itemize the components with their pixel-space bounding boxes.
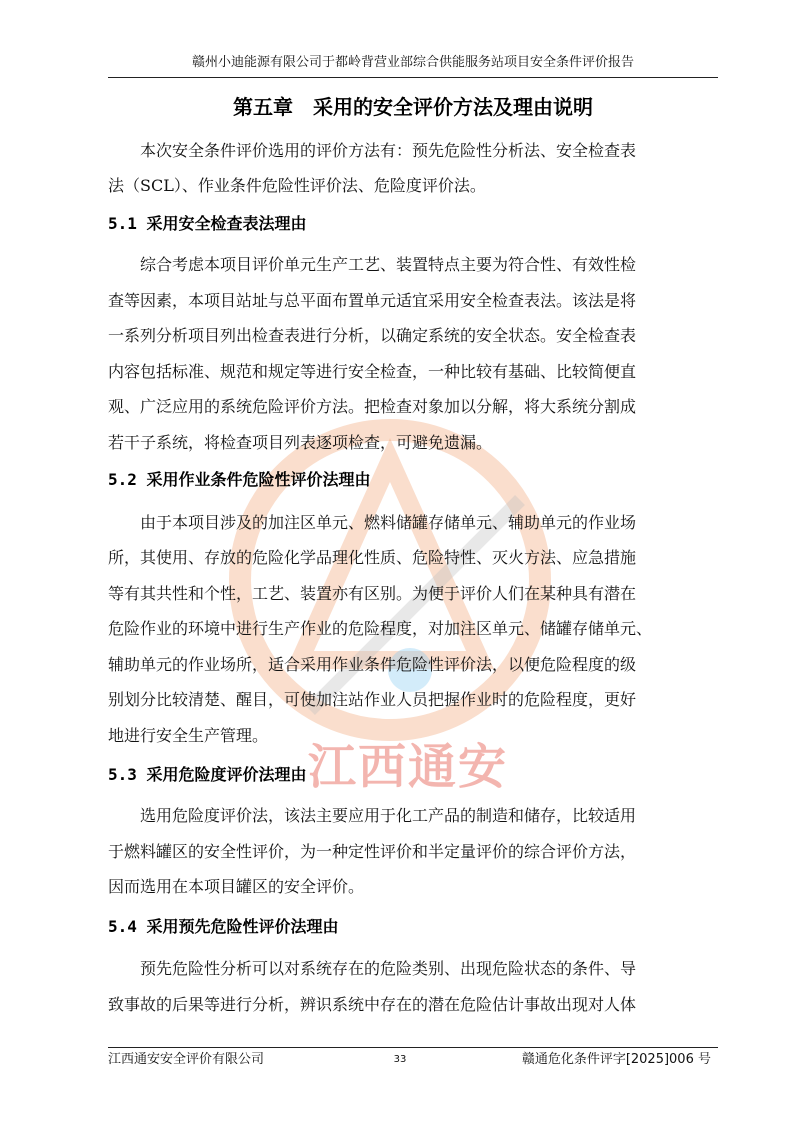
section-5-1-line: 观、广泛应用的系统危险评价方法。把检查对象加以分解，将大系统分割成 — [108, 397, 637, 416]
intro-line-1: 本次安全条件评价选用的评价方法有：预先危险性分析法、安全检查表 — [108, 141, 637, 160]
footer-company: 江西通安安全评价有限公司 — [108, 1052, 265, 1067]
footer-doc-number: 赣通危化条件评字[2025]006 号 — [521, 1052, 711, 1067]
section-5-3-line: 因而选用在本项目罐区的安全评价。 — [108, 877, 365, 896]
section-5-2-line: 所，其使用、存放的危险化学品理化性质、危险特性、灭火方法、应急措施 — [108, 548, 637, 567]
section-5-4-line: 致事故的后果等进行分析，辨识系统中存在的潜在危险估计事故出现对人体 — [108, 995, 637, 1014]
section-5-1-line: 查等因素，本项目站址与总平面布置单元适宜采用安全检查表法。该法是将 — [108, 291, 637, 310]
section-5-1-line: 一系列分析项目列出检查表进行分析，以确定系统的安全状态。安全检查表 — [108, 326, 637, 345]
section-5-2-line: 辅助单元的作业场所，适合采用作业条件危险性评价法，以便危险程度的级 — [108, 655, 637, 674]
section-heading-5-1: 5.1 采用安全检查表法理由 — [108, 214, 307, 233]
intro-line-2: 法（SCL）、作业条件危险性评价法、危险度评价法。 — [108, 176, 486, 195]
section-5-3-line: 选用危险度评价法，该法主要应用于化工产品的制造和储存，比较适用 — [108, 806, 637, 825]
section-heading-5-3: 5.3 采用危险度评价法理由 — [108, 765, 307, 784]
section-5-4-line: 预先危险性分析可以对系统存在的危险类别、出现危险状态的条件、导 — [108, 959, 637, 978]
section-5-1-line: 内容包括标准、规范和规定等进行安全检查，一种比较有基础、比较简便直 — [108, 362, 637, 381]
section-heading-5-4: 5.4 采用预先危险性评价法理由 — [108, 917, 339, 936]
footer-divider — [108, 1047, 718, 1048]
section-5-3-line: 于燃料罐区的安全性评价，为一种定性评价和半定量评价的综合评价方法， — [108, 842, 637, 861]
section-5-2-line: 由于本项目涉及的加注区单元、燃料储罐存储单元、辅助单元的作业场 — [108, 513, 637, 532]
section-5-2-line: 别划分比较清楚、醒目，可使加注站作业人员把握作业时的危险程度，更好 — [108, 690, 637, 709]
chapter-title: 第五章 采用的安全评价方法及理由说明 — [233, 95, 593, 119]
page-header: 赣州小迪能源有限公司于都岭背营业部综合供能服务站项目安全条件评价报告 — [191, 55, 634, 70]
page-number: 33 — [393, 1054, 407, 1065]
section-5-2-line: 等有其共性和个性，工艺、装置亦有区别。为便于评价人们在某种具有潜在 — [108, 584, 637, 603]
section-heading-5-2: 5.2 采用作业条件危险性评价法理由 — [108, 470, 371, 489]
section-5-2-line: 危险作业的环境中进行生产作业的危险程度，对加注区单元、储罐存储单元、 — [108, 619, 653, 638]
section-5-2-line: 地进行安全生产管理。 — [108, 726, 269, 745]
section-5-1-line: 若干子系统，将检查项目列表逐项检查，可避免遗漏。 — [108, 433, 493, 452]
section-5-1-line: 综合考虑本项目评价单元生产工艺、装置特点主要为符合性、有效性检 — [108, 255, 637, 274]
watermark-text: 江西通安 — [308, 739, 509, 795]
header-divider — [108, 77, 718, 78]
